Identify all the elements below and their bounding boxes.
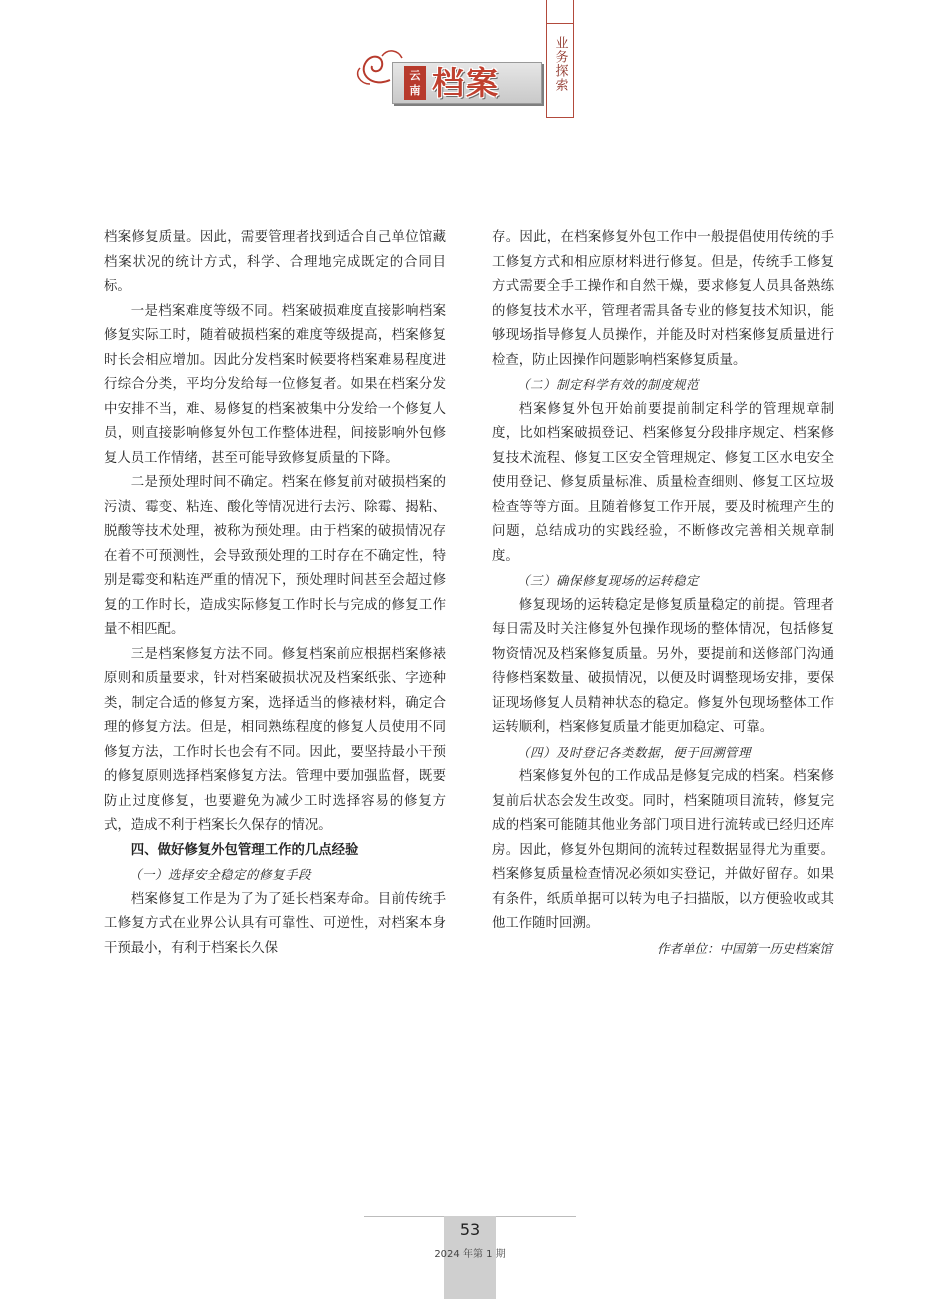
author-affiliation: 作者单位：中国第一历史档案馆 — [656, 940, 832, 956]
subsection-heading: （二）制定科学有效的制度规范 — [517, 377, 700, 392]
logo-province-bottom: 南 — [409, 84, 421, 97]
subsection-heading: （三）确保修复现场的运转稳定 — [517, 573, 700, 588]
logo-province-badge — [404, 66, 426, 100]
section-tag-top-cell — [546, 0, 574, 24]
section-tag-label: 业务探索 — [552, 36, 568, 92]
left-column — [104, 226, 446, 961]
subsection-heading: （一）选择安全稳定的修复手段 — [129, 867, 312, 882]
paragraph: 存。因此，在档案修复外包工作中一般提倡使用传统的手工修复方式和相应原材料进行修复。但是，传统手工修复方式需要全手工操作和自然干燥，要求修复人员具备熟练的修复技术水平，管理者需具备专业的修复技术知识，能够现场指导修复人员操作，并能及时对档案修复质量进行检查，防止因操作问题影响档案修复质量。 — [492, 230, 834, 368]
paragraph: 档案修复外包的工作成品是修复完成的档案。档案修复前后状态会发生改变。同时，档案随项目流转，修复完成的档案可能随其他业务部门项目进行流转或已经归还库房。因此，修复外包期间的流转过程数据显得尤为重要。档案修复质量检查情况必须如实登记，并做好留存。如果有条件，纸质单据可以转为电子扫描版，以方便验收或其他工作随时回溯。 — [492, 769, 834, 931]
journal-logo-title: 档案 — [432, 64, 501, 102]
paragraph: 档案修复质量。因此，需要管理者找到适合自己单位馆藏档案状况的统计方式，科学、合理地完成既定的合同目标。 — [104, 230, 446, 294]
subsection-heading: （四）及时登记各类数据，便于回溯管理 — [517, 744, 752, 760]
paragraph: 档案修复外包开始前要提前制定科学的管理规章制度，比如档案破损登记、档案修复分段排序规定、档案修复技术流程、修复工区安全管理规定、修复工区水电安全使用登记、修复质量标准、质量检查细则、修复工区垃圾检查等等方面。且随着修复工作开展，要及时梳理产生的问题，总结成功的实践经验，不断修改完善相关规章制度。 — [492, 401, 834, 564]
paragraph: 修复现场的运转稳定是修复质量稳定的前提。管理者每日需及时关注修复外包操作现场的整体情况，包括修复物资情况及档案修复质量。另外，要提前和送修部门沟通待修档案数量、破损情况，以便及时调整现场安排，要保证现场修复人员精神状态的稳定。修复外包现场整体工作运转顺利，档案修复质量才能更加稳定、可靠。 — [492, 597, 834, 735]
paragraph: 档案修复工作是为了为了延长档案寿命。目前传统手工修复方式在业界公认具有可靠性、可逆性，对档案本身干预最小，有利于档案长久保 — [104, 891, 446, 956]
paragraph: 一是档案难度等级不同。档案破损难度直接影响档案修复实际工时，随着破损档案的难度等级提高，档案修复时长会相应增加。因此分发档案时候要将档案难易程度进行综合分类，平均分发给每一位修复者。如果在档案分发中安排不当，难、易修复的档案被集中分发给一个修复人员，则直接影响修复外包工作整体进程，间接影响外包修复人员工作情绪，甚至可能导致修复质量的下降。 — [104, 303, 446, 466]
page-number: 53 — [459, 1220, 481, 1239]
logo-province-top: 云 — [409, 69, 421, 82]
right-column — [492, 226, 834, 961]
paragraph: 三是档案修复方法不同。修复档案前应根据档案修裱原则和质量要求，针对档案破损状况及档案纸张、字迹种类，制定合适的修复方案，选择适当的修裱材料，确定合理的修复方法。但是，相同熟练程度的修复人员使用不同修复方法，工作时长也会有不同。因此，要坚持最小干预的修复原则选择档案修复方法。管理中要加强监督，既要防止过度修复，也要避免为减少工时选择容易的修复方式，造成不利于档案长久保存的情况。 — [104, 646, 446, 833]
section-heading: 四、做好修复外包管理工作的几点经验 — [130, 842, 359, 858]
issue-label: 2024 年第 1 期 — [434, 1249, 506, 1260]
paragraph: 二是预处理时间不确定。档案在修复前对破损档案的污渍、霉变、粘连、酸化等情况进行去污、除霉、揭粘、脱酸等技术处理，被称为预处理。由于档案的破损情况存在着不可预测性，会导致预处理的工时存在不确定性，特别是霉变和粘连严重的情况下，预处理时间甚至会超过修复的工作时长，造成实际修复工作时长与完成的修复工作量不相匹配。 — [104, 475, 446, 637]
